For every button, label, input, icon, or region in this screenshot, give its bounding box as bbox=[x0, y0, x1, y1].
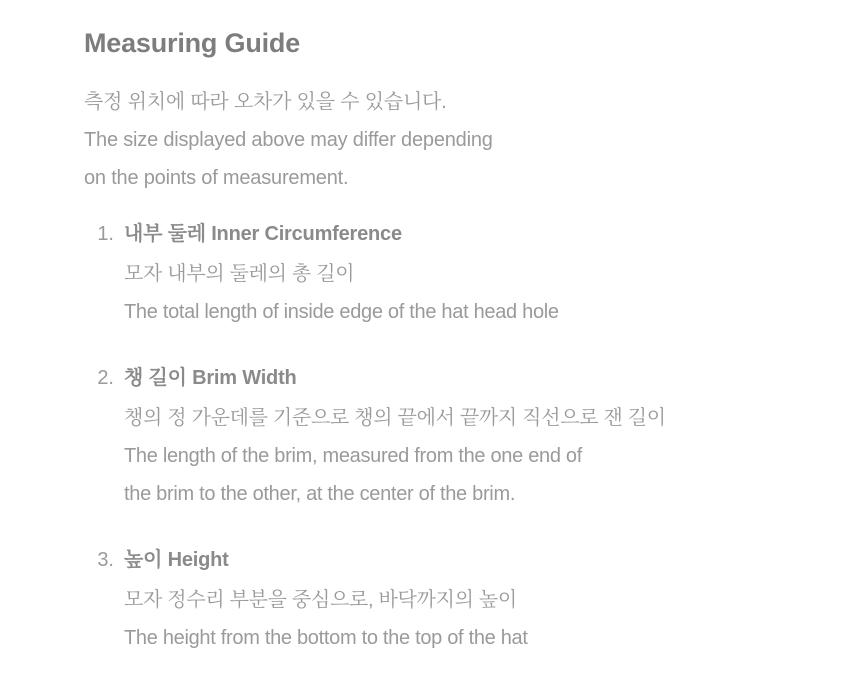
list-item bbox=[84, 543, 790, 657]
guide-item-list bbox=[84, 217, 790, 657]
item-heading: 높이 Height bbox=[124, 549, 229, 572]
intro-block bbox=[84, 83, 790, 197]
item-description-en-2: the brim to the other, at the center of the brim. bbox=[124, 483, 516, 506]
intro-line-en-1: The size displayed above may differ depending bbox=[84, 129, 493, 152]
list-item bbox=[84, 217, 790, 331]
item-description-ko: 챙의 정 가운데를 기준으로 챙의 끝에서 끝까지 직선으로 잰 길이 bbox=[124, 407, 666, 430]
item-number: 1. bbox=[97, 223, 114, 246]
item-description-en-1: The total length of inside edge of the hat head hole bbox=[124, 301, 559, 324]
item-description-en-1: The height from the bottom to the top of the hat bbox=[124, 627, 528, 650]
item-description-en-1: The length of the brim, measured from the one end of bbox=[124, 445, 583, 468]
list-item bbox=[84, 361, 790, 513]
item-description-ko: 모자 정수리 부분을 중심으로, 바닥까지의 높이 bbox=[124, 589, 517, 612]
item-number: 2. bbox=[97, 367, 114, 390]
item-description-ko: 모자 내부의 둘레의 총 길이 bbox=[124, 263, 355, 286]
intro-line-en-2: on the points of measurement. bbox=[84, 167, 349, 190]
page-title: Measuring Guide bbox=[84, 28, 301, 58]
intro-line-ko: 측정 위치에 따라 오차가 있을 수 있습니다. bbox=[84, 91, 447, 114]
item-number: 3. bbox=[97, 549, 114, 572]
item-heading: 챙 길이 Brim Width bbox=[124, 367, 297, 390]
item-heading: 내부 둘레 Inner Circumference bbox=[124, 223, 402, 246]
